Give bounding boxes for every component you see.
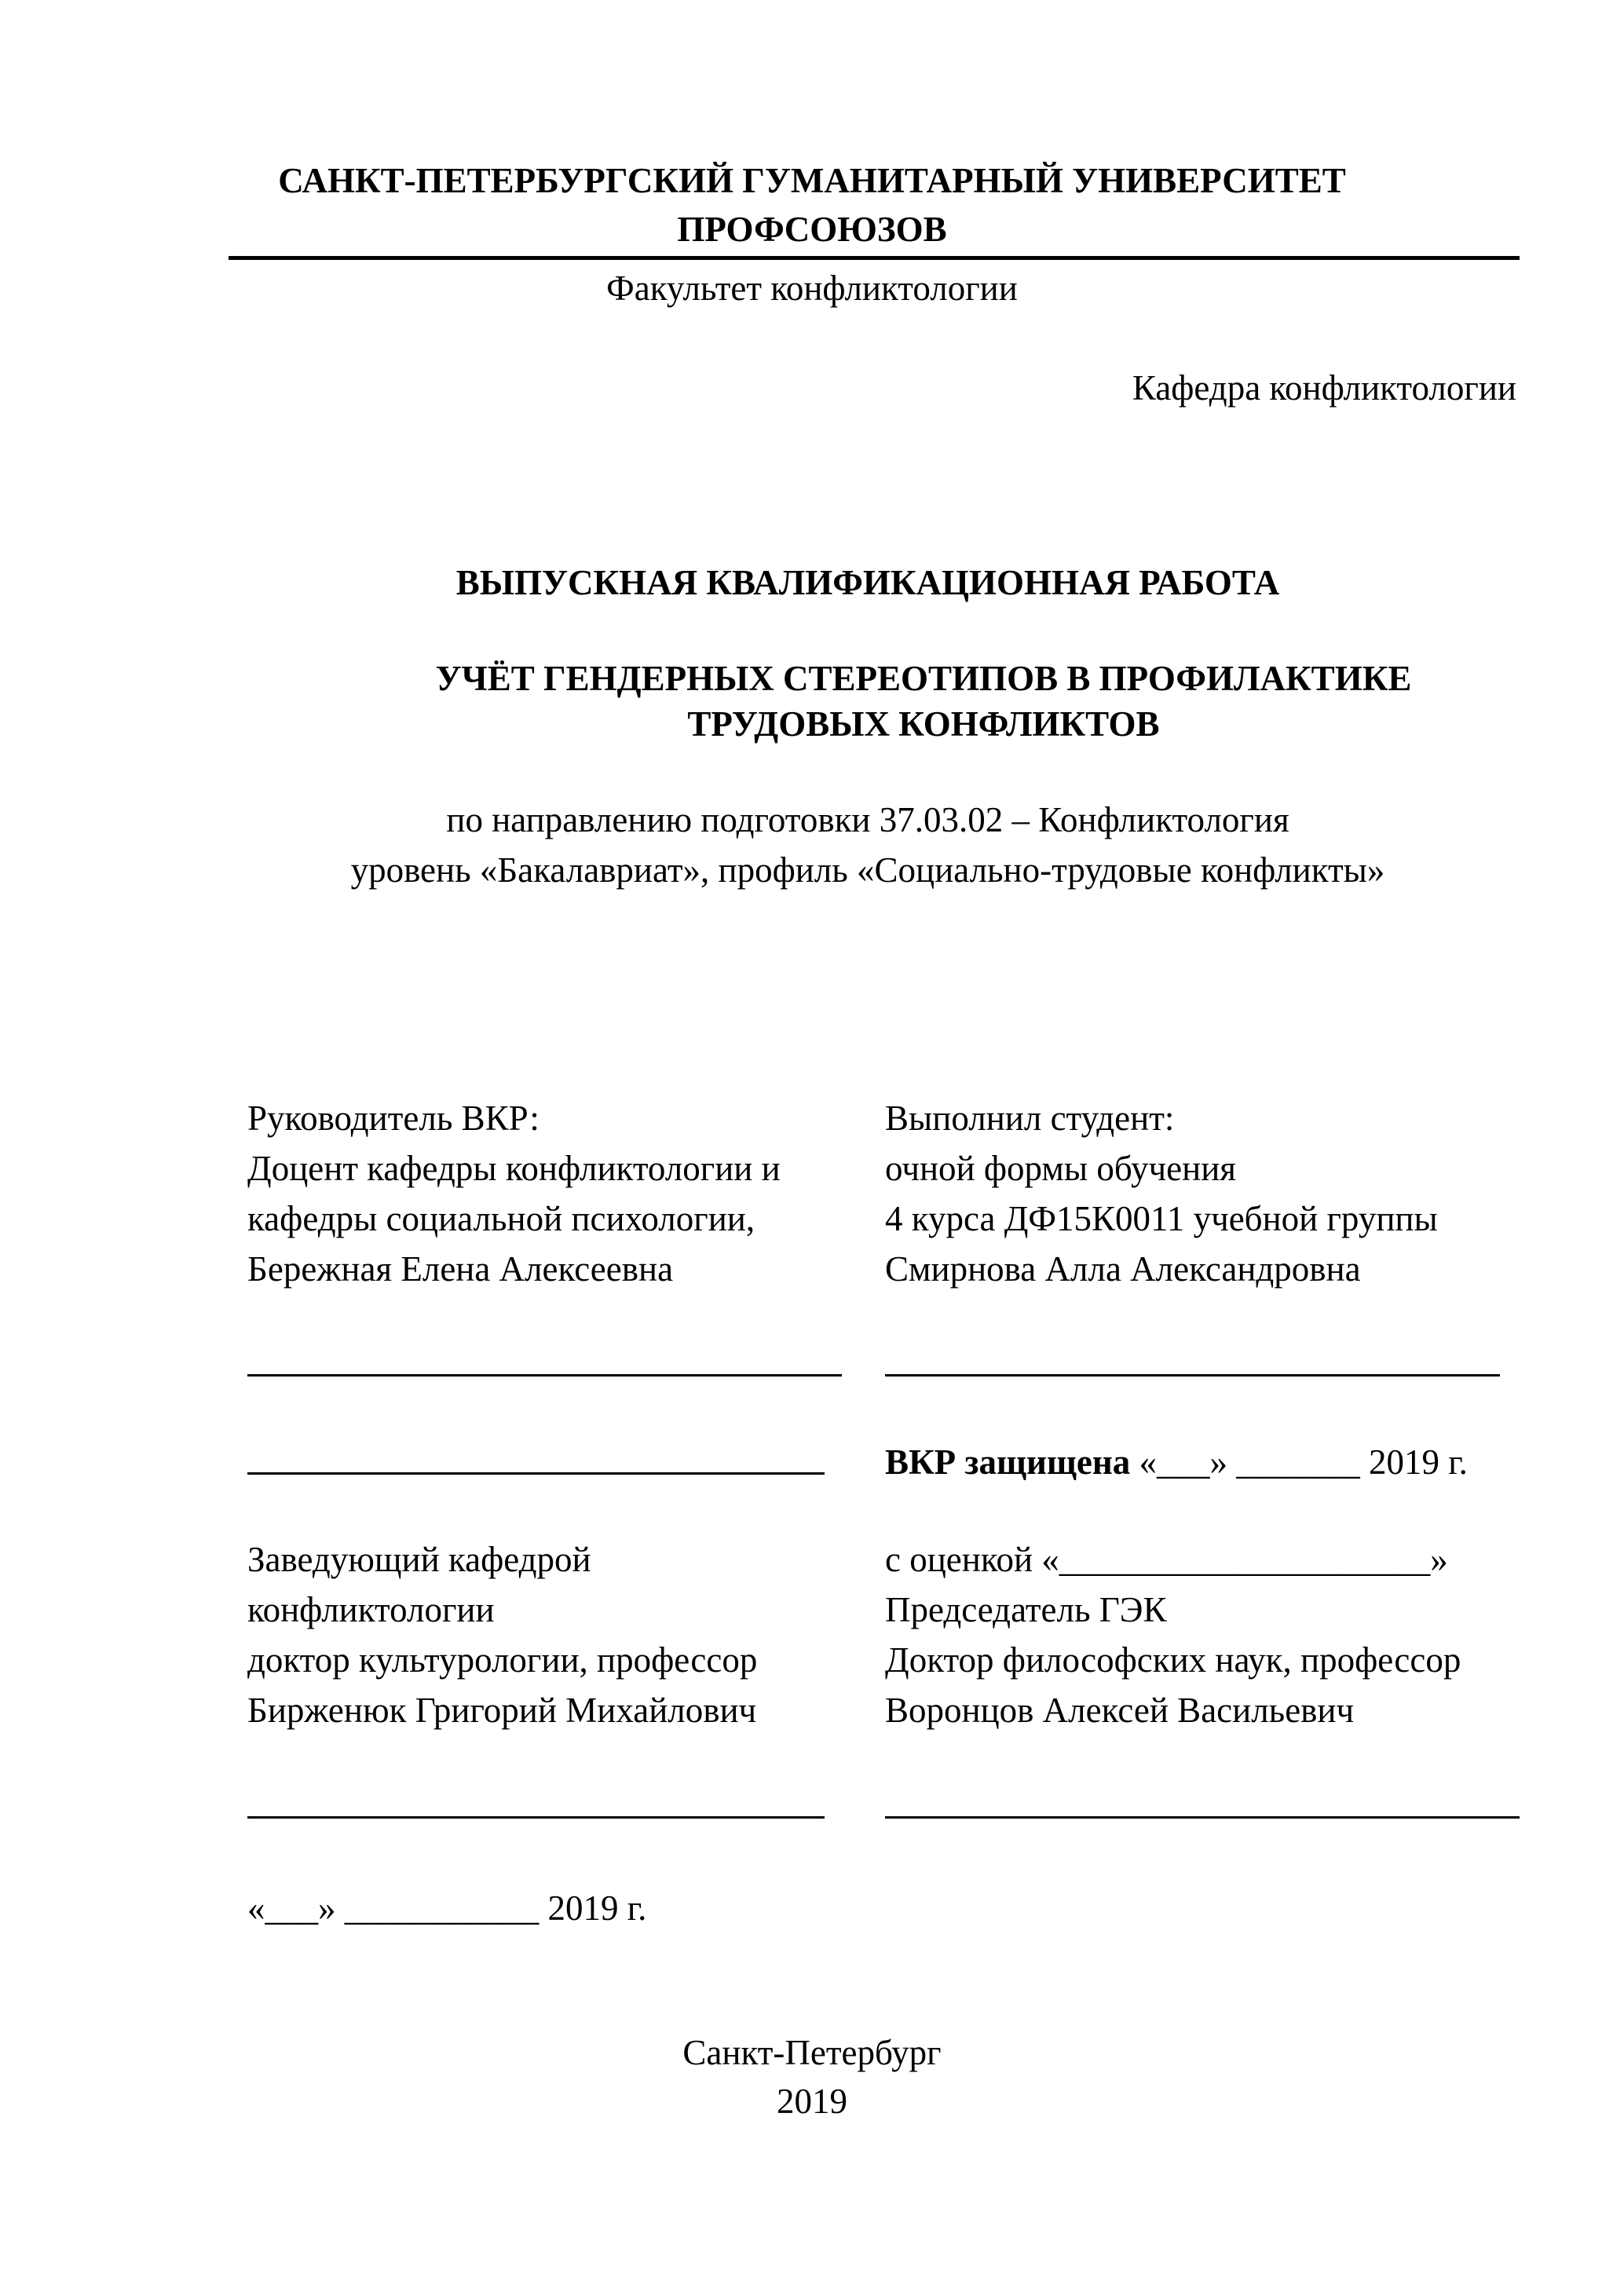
department-name: Кафедра конфликтологии bbox=[1132, 368, 1516, 408]
work-type: ВЫПУСКНАЯ КВАЛИФИКАЦИОННАЯ РАБОТА bbox=[455, 563, 1280, 602]
head-label-line1: Заведующий кафедрой bbox=[247, 1540, 591, 1579]
supervisor-date-line bbox=[247, 1472, 825, 1475]
supervisor-signature-line bbox=[247, 1374, 842, 1377]
supervisor-position-line2: кафедры социальной психологии, bbox=[247, 1199, 755, 1238]
defense-label: ВКР защищена bbox=[885, 1442, 1131, 1482]
topic-line2: ТРУДОВЫХ КОНФЛИКТОВ bbox=[687, 704, 1160, 744]
student-signature-line bbox=[885, 1374, 1500, 1377]
university-name-line2: ПРОФСОЮЗОВ bbox=[677, 210, 947, 249]
chair-label: Председатель ГЭК bbox=[885, 1590, 1167, 1629]
student-group: 4 курса ДФ15К0011 учебной группы bbox=[885, 1199, 1438, 1238]
header-divider bbox=[229, 256, 1520, 260]
chair-title: Доктор философских наук, профессор bbox=[885, 1640, 1461, 1680]
student-name: Смирнова Алла Александровна bbox=[885, 1249, 1361, 1289]
head-signature-date: «___» ___________ 2019 г. bbox=[247, 1888, 647, 1928]
defense-date: «___» _______ 2019 г. bbox=[1130, 1442, 1468, 1482]
chair-signature-line bbox=[885, 1816, 1520, 1819]
defense-status bbox=[885, 1442, 1468, 1482]
student-form: очной формы обучения bbox=[885, 1149, 1236, 1188]
defense-grade: с оценкой «_____________________» bbox=[885, 1540, 1448, 1579]
university-name-line1: САНКТ-ПЕТЕРБУРГСКИЙ ГУМАНИТАРНЫЙ УНИВЕРСИТЕТ bbox=[278, 161, 1346, 200]
supervisor-position-line1: Доцент кафедры конфликтологии и bbox=[247, 1149, 781, 1188]
city: Санкт-Петербург bbox=[682, 2033, 942, 2072]
supervisor-label: Руководитель ВКР: bbox=[247, 1099, 540, 1138]
supervisor-name: Бережная Елена Алексеевна bbox=[247, 1249, 674, 1289]
head-signature-line bbox=[247, 1816, 825, 1819]
topic-line1: УЧЁТ ГЕНДЕРНЫХ СТЕРЕОТИПОВ В ПРОФИЛАКТИКЕ bbox=[435, 659, 1412, 698]
head-label-line2: конфликтологии bbox=[247, 1590, 495, 1629]
direction-line2: уровень «Бакалавриат», профиль «Социально-трудовые конфликты» bbox=[350, 850, 1385, 890]
head-title: доктор культурологии, профессор bbox=[247, 1640, 758, 1680]
direction-line1: по направлению подготовки 37.03.02 – Конфликтология bbox=[446, 800, 1289, 839]
head-name: Бирженюк Григорий Михайлович bbox=[247, 1691, 757, 1730]
student-label: Выполнил студент: bbox=[885, 1099, 1175, 1138]
chair-name: Воронцов Алексей Васильевич bbox=[885, 1691, 1355, 1730]
year: 2019 bbox=[777, 2082, 847, 2121]
faculty-name: Факультет конфликтологии bbox=[606, 269, 1018, 308]
